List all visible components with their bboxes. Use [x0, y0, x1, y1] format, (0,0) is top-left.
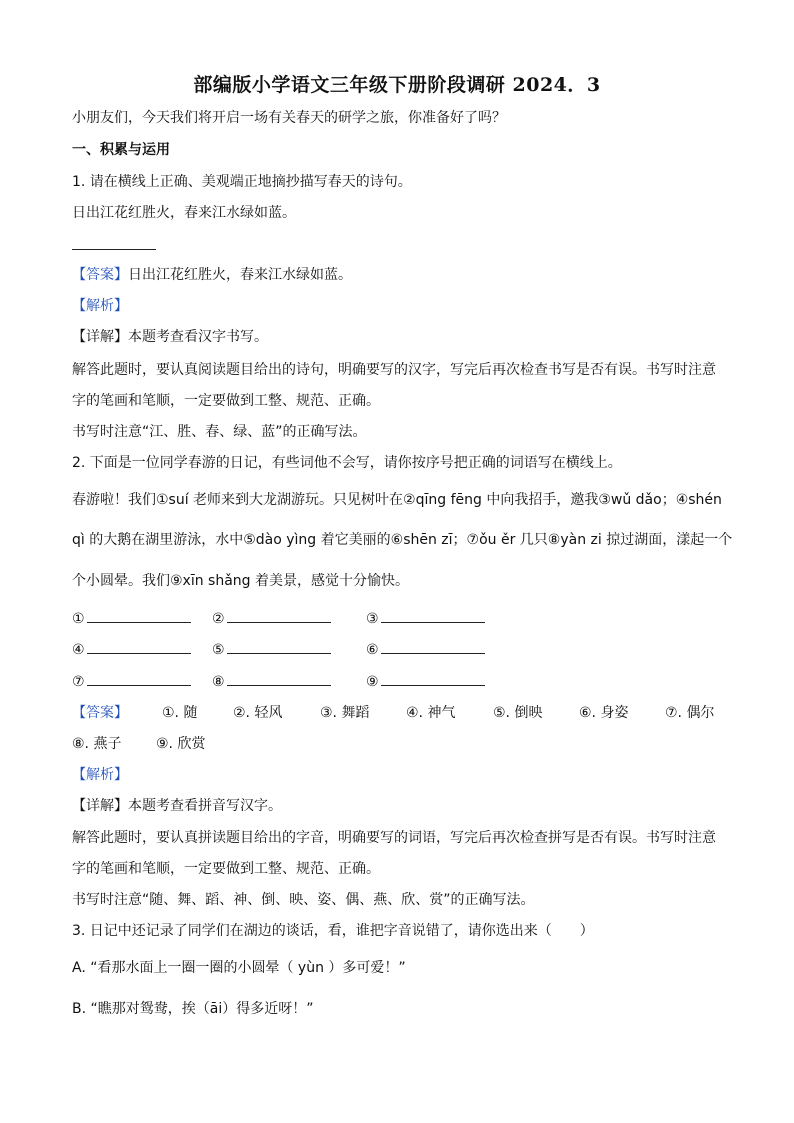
detail-text: 本题考查看汉字书写。: [128, 329, 268, 345]
q2-analysis-p2: 字的笔画和笔顺，一定要做到工整、规范、正确。: [72, 861, 380, 877]
intro-text: 小朋友们，今天我们将开启一场有关春天的研学之旅，你准备好了吗？: [72, 110, 506, 126]
q2-answer-7: ⑦. 偶尔: [665, 705, 715, 721]
q2-answer-label: 【答案】: [72, 705, 128, 721]
q1-analysis-p3: 书写时注意“江、胜、春、绿、蓝”的正确写法。: [72, 424, 367, 440]
q2-blank-3: ③: [366, 608, 485, 629]
q2-answer-8: ⑧. 燕子: [72, 736, 122, 752]
q2-blank-5: ⑤: [212, 639, 331, 660]
q2-answer-6: ⑥. 身姿: [579, 705, 629, 721]
q2-blank-8: ⑧: [212, 671, 331, 692]
answer-label: 【答案】: [72, 267, 128, 283]
q2-blank-7: ⑦: [72, 671, 191, 692]
q2-answer-1: ①. 随: [162, 705, 198, 721]
answer-text: 日出江花红胜火，春来江水绿如蓝。: [128, 267, 352, 283]
q2-answer-2: ②. 轻风: [233, 705, 283, 721]
q3-option-b: B. “瞧那对鸳鸯，挨（āi）得多近呀！”: [72, 1001, 314, 1017]
q2-answer-3: ③. 舞蹈: [320, 705, 370, 721]
q2-blank-4: ④: [72, 639, 191, 660]
q2-analysis-p1: 解答此题时，要认真拼读题目给出的字音，明确要写的词语，写完后再次检查拼写是否有误。书写时注意: [72, 830, 716, 846]
q1-question: 1. 请在横线上正确、美观端正地摘抄描写春天的诗句。: [72, 174, 412, 190]
q2-blank-6: ⑥: [366, 639, 485, 660]
q2-blank-1: ①: [72, 608, 191, 629]
q3-question: 3. 日记中还记录了同学们在湖边的谈话，看，谁把字音说错了，请你选出来（ ）: [72, 923, 594, 939]
q1-analysis-p2: 字的笔画和笔顺，一定要做到工整、规范、正确。: [72, 393, 380, 409]
section-heading: 一、积累与运用: [72, 142, 170, 158]
q2-blank-9: ⑨: [366, 671, 485, 692]
q2-question: 2. 下面是一位同学春游的日记，有些词他不会写，请你按序号把正确的词语写在横线上。: [72, 455, 622, 471]
q1-answer: [72, 265, 352, 285]
detail-text: 本题考查看拼音写汉字。: [128, 798, 282, 814]
q1-poem: 日出江花红胜火，春来江水绿如蓝。: [72, 205, 296, 221]
q2-diary-line1: 春游啦！我们①suí 老师来到大龙湖游玩。只见树叶在②qīng fēng 中向我招手，邀我③wǔ dǎo；④shén: [72, 492, 722, 508]
q1-analysis-p1: 解答此题时，要认真阅读题目给出的诗句，明确要写的汉字，写完后再次检查书写是否有误。书写时注意: [72, 362, 716, 378]
q1-detail: [72, 327, 268, 347]
q3-option-a: A. “看那水面上一圈一圈的小圆晕（ yùn ）多可爱！”: [72, 960, 406, 976]
page-title: 部编版小学语文三年级下册阶段调研 2024．3: [193, 74, 601, 96]
q1-answer-line: [72, 249, 156, 250]
q2-blank-2: ②: [212, 608, 331, 629]
detail-label: 【详解】: [72, 329, 128, 345]
q2-diary-line3: 个小圆晕。我们⑨xīn shǎng 着美景，感觉十分愉快。: [72, 573, 410, 589]
q2-answer-4: ④. 神气: [406, 705, 456, 721]
q2-analysis-p3: 书写时注意“随、舞、蹈、神、倒、映、姿、偶、燕、欣、赏”的正确写法。: [72, 892, 535, 908]
q2-answer-5: ⑤. 倒映: [493, 705, 543, 721]
q1-analysis-label: 【解析】: [72, 298, 128, 314]
q2-diary-line2: qì 的大鹅在湖里游泳，水中⑤dào yìng 着它美丽的⑥shēn zī；⑦ǒu ěr 几只⑧yàn zi 掠过湖面，漾起一个: [72, 532, 733, 548]
q2-answer-9: ⑨. 欣赏: [156, 736, 206, 752]
detail-label: 【详解】: [72, 798, 128, 814]
q2-detail: [72, 796, 282, 816]
q2-analysis-label: 【解析】: [72, 767, 128, 783]
